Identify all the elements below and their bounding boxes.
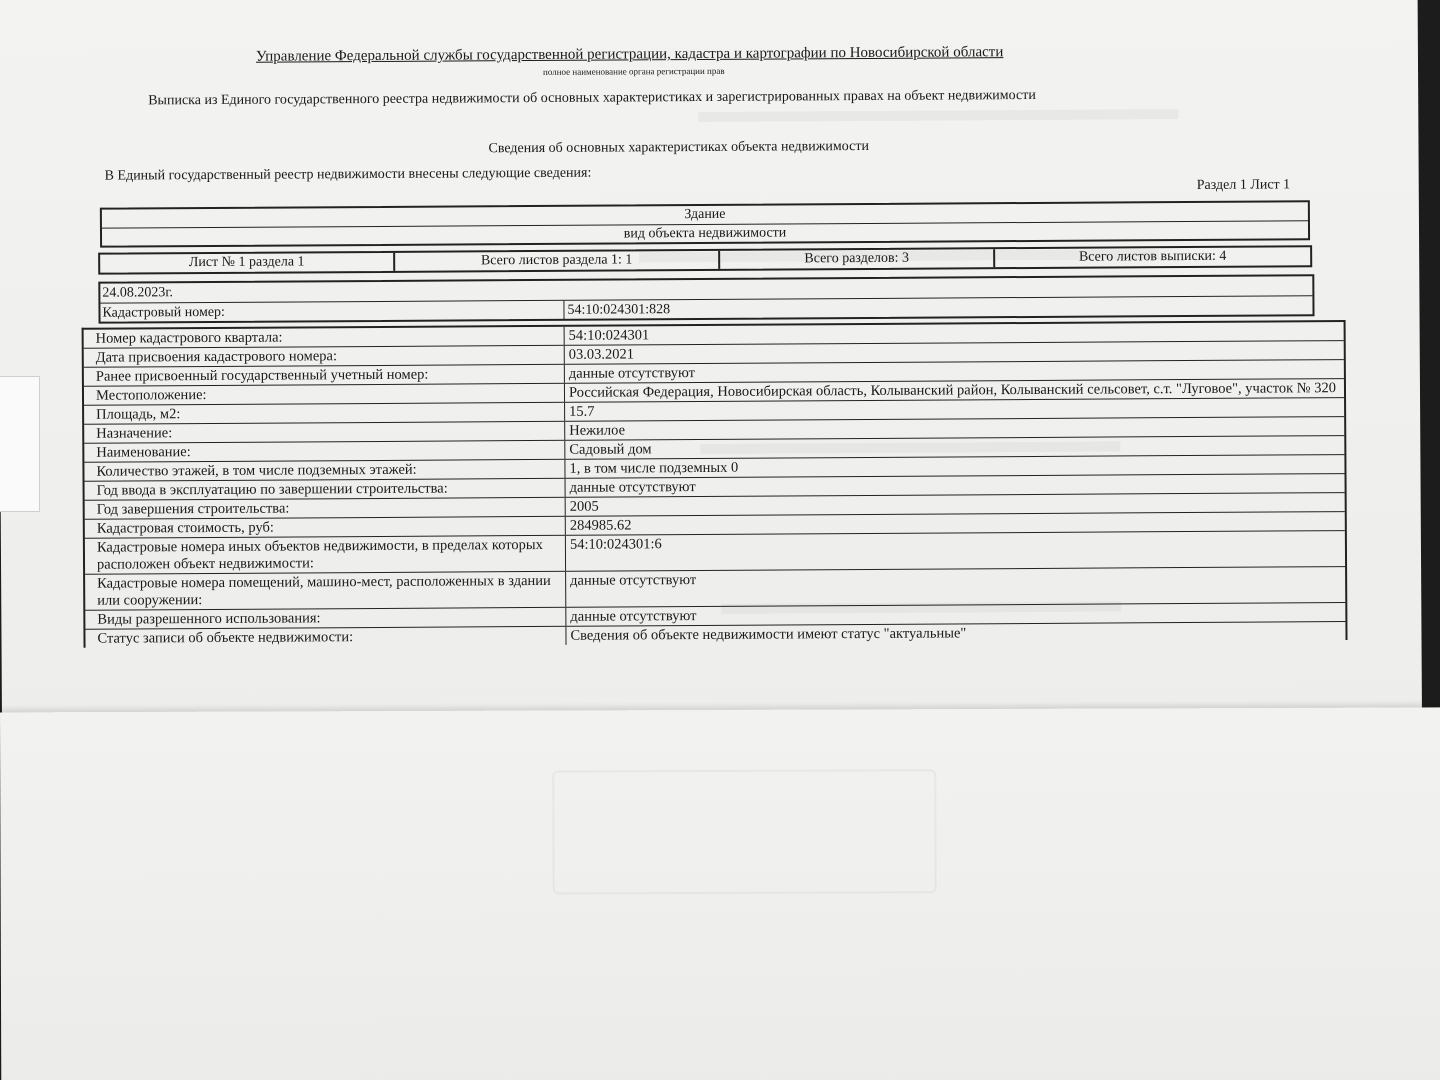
section-title: Сведения об основных характеристиках объекта недвижимости	[488, 138, 869, 157]
date-cadastral-box	[98, 274, 1314, 323]
table-row	[85, 530, 1345, 574]
field-label: Ранее присвоенный государственный учетный номер:	[95, 366, 429, 385]
background-card	[0, 376, 40, 512]
field-value: данные отсутствуют	[565, 603, 1345, 626]
bleed-through-line	[698, 109, 1178, 122]
extract-date: 24.08.2023г.	[102, 285, 174, 301]
field-value: Садовый дом	[564, 436, 1344, 459]
field-value: Сведения об объекте недвижимости имеют статус "актуальные"	[565, 622, 1345, 645]
field-value: 284985.62	[565, 512, 1345, 535]
total-sections: Всего разделов: 3	[718, 249, 993, 269]
field-label: Наименование:	[96, 444, 191, 461]
field-label: Год завершения строительства:	[96, 500, 290, 518]
field-label: Статус записи об объекте недвижимости:	[97, 629, 354, 647]
field-label: Год ввода в эксплуатацию по завершении строительства:	[96, 480, 448, 499]
field-value: 03.03.2021	[564, 341, 1344, 364]
field-label: Номер кадастрового квартала:	[95, 329, 283, 347]
section-sheet-label: Раздел 1 Лист 1	[1196, 177, 1291, 193]
sheets-in-section: Всего листов раздела 1: 1	[393, 251, 718, 271]
intro-text: В Единый государственный реестр недвижимости внесены следующие сведения:	[104, 165, 592, 184]
cadastral-number-value: 54:10:024301:828	[563, 296, 1312, 320]
field-label: Кадастровая стоимость, руб:	[96, 519, 274, 537]
field-value: 54:10:024301:6	[565, 531, 1345, 571]
table-row	[85, 566, 1345, 610]
field-value: 2005	[565, 493, 1345, 516]
cadastral-number-label: Кадастровый номер:	[102, 304, 225, 321]
sheet-number: Лист № 1 раздела 1	[188, 254, 305, 271]
bleed-through-stamp	[552, 769, 936, 894]
field-label: Кадастровые номера иных объектов недвижимости, в пределах которых расположен объект недвижимости:	[96, 536, 543, 573]
field-value: данные отсутствуют	[564, 360, 1344, 383]
organization-name: Управление Федеральной службы государственной регистрации, кадастра и картографии по Новосибирской области	[255, 44, 1004, 65]
total-sheets: Всего листов выписки: 4	[993, 247, 1310, 267]
sheets-info-box	[98, 245, 1312, 274]
object-type: Здание	[684, 206, 726, 223]
field-label: Местоположение:	[95, 387, 207, 404]
field-value: 1, в том числе подземных 0	[564, 455, 1344, 478]
field-value: данные отсутствуют	[565, 474, 1345, 497]
organization-caption: полное наименование органа регистрации прав	[542, 65, 725, 77]
characteristics-table	[82, 320, 1348, 648]
cover-sheet	[0, 707, 1440, 1080]
field-label: Назначение:	[96, 425, 173, 442]
object-type-box	[100, 200, 1310, 247]
field-label: Виды разрешенного использования:	[97, 610, 321, 628]
field-label: Кадастровые номера помещений, машино-мест, расположенных в здании или сооружении:	[97, 572, 551, 609]
field-label: Количество этажей, в том числе подземных этажей:	[96, 461, 417, 480]
object-type-caption: вид объекта недвижимости	[102, 220, 1308, 246]
field-value: данные отсутствуют	[565, 567, 1345, 607]
document-title: Выписка из Единого государственного реестра недвижимости об основных характеристиках и зарегистрированных правах на объект недвижимости	[148, 87, 1036, 109]
field-label: Дата присвоения кадастрового номера:	[95, 348, 338, 366]
field-value: Нежилое	[564, 417, 1344, 440]
field-value: 15.7	[564, 398, 1344, 421]
field-value: 54:10:024301	[564, 322, 1344, 345]
field-value: Российская Федерация, Новосибирская область, Колыванский район, Колыванский сельсовет, с.т. "Луговое", участок № 320	[564, 379, 1344, 402]
field-label: Площадь, м2:	[96, 406, 181, 423]
